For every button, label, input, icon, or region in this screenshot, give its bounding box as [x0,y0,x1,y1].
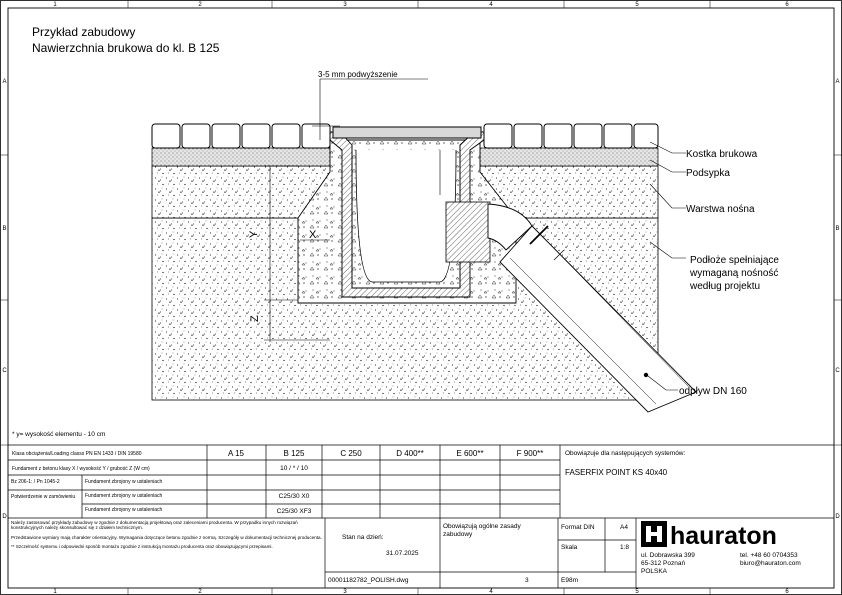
label-subgrade-1: Podłoże spełniające [690,255,779,266]
row-label-b-right: B [835,226,840,232]
label-base: Warstwa nośna [686,204,755,215]
footer-notes [11,520,323,586]
grating [333,127,481,138]
table-r5-label: Fundament zbrojony w ustaleniach [85,507,163,513]
table-r3-label: Fundament zbrojony w ustaleniach [85,479,163,485]
note-2: Przedstawione wymiary mają charakter orientacyjny. Wymagania dotyczące betonu zgodnie z normą. Szczegóły w dokumentacji technicznej producenta. [11,534,322,540]
footnote-height: * y= wysokość elementu - 10 cm [12,431,106,438]
brand-name: hauraton [670,522,777,550]
system-name: FASERFIX POINT KS 40x40 [565,468,668,477]
address-1: ul. Dobrawska 399 [641,552,695,559]
scale-label: Skala [561,544,578,551]
col-label-3-bottom: 3 [343,589,347,595]
dim-y-label: Y [248,230,260,238]
label-paver: Kostka brukowa [686,149,758,160]
format-label: Format DIN [561,524,595,531]
col-label-2: 2 [198,2,202,8]
table-norm-label: Bz 206-1: / Pn 1045-2 [11,479,60,485]
col-label-1: 1 [53,2,57,8]
row-label-a-right: A [835,79,840,85]
dim-z-label: Z [249,315,261,322]
title-line-1: Przykład zabudowy [32,25,136,39]
class-b125: B 125 [283,449,305,458]
col-label-2-bottom: 2 [198,589,202,595]
address-3: POLSKA [641,568,668,575]
state-date: 31.07.2025 [386,550,419,557]
col-label-4-bottom: 4 [489,589,493,595]
address-2: 65-312 Poznań [641,560,686,567]
label-subgrade-3: według projektu [690,281,761,292]
general-rules-2: zabudowy [443,531,473,538]
hauraton-logo-icon [641,521,667,547]
col-label-6: 6 [785,2,789,8]
row-label-d: D [2,514,7,520]
row-label-a: A [2,79,7,85]
row-label-b: B [2,226,7,232]
concrete-x0: C25/30 X0 [278,493,310,500]
raise-label: 3-5 mm podwyższenie [318,70,398,79]
dim-x-label: X [309,229,317,241]
table-confirm-label: Potwierdzenie w zamówieniu [11,494,76,500]
drawing-code: E98m [561,577,578,584]
class-c250: C 250 [340,449,362,458]
col-label-5: 5 [635,2,639,8]
class-d400: D 400** [396,449,424,458]
note-1: Należy zastosować przykłady zabudowy w zgodnie z dokumentacją projektową oraz zaleceniami producenta. W przypadku innych rozwiązań konstrukcyjnych należy skonsultować się z działem technicznym. [11,520,298,531]
label-subgrade-2: wymaganą nośność [690,268,779,279]
phone: tel. +48 60 0704353 [740,552,798,559]
col-label-3: 3 [343,2,347,8]
label-bedding: Podsypka [686,168,730,179]
drain-basin [356,150,456,282]
row-label-c-right: C [835,368,840,374]
table-foundation-label: Fundament z betonu klasy X / wysokość Y / grubość Z (W cm) [12,466,150,472]
table-r4-label: Fundament zbrojony w ustaleniach [85,493,163,499]
table-class-label: Klasa obciążenia/Loading classs PN EN 1433 / DIN 19580 [12,451,142,457]
concrete-xf3: C25/30 XF3 [276,508,312,515]
file-name: 00001182782_POLISH.dwg [328,577,409,584]
class-a15: A 15 [227,449,245,458]
format-value: A4 [620,524,628,531]
row-label-c: C [2,368,7,374]
col-label-4: 4 [489,2,493,8]
label-outlet: odpływ DN 160 [679,386,747,397]
general-rules-1: Obowiązują ogólne zasady [443,523,521,530]
row-label-d-right: D [835,514,840,520]
note-3: ** Szczelność systemu i odpowiedni sposób montażu zgodnie z instrukcją montażu producenta oraz obowiązującymi przepisami. [11,544,273,550]
sheet-number: 3 [525,577,529,584]
class-f900: F 900** [516,449,544,458]
email: biuro@hauraton.com [740,560,801,567]
state-label: Stan na dzień: [342,534,384,541]
class-e600: E 600** [456,449,484,458]
systems-label: Obowiązuje dla następujących systemów: [565,450,686,457]
col-label-5-bottom: 5 [635,589,639,595]
col-label-6-bottom: 6 [785,589,789,595]
scale-value: 1:8 [620,544,630,551]
foundation-b125: 10 / * / 10 [280,465,308,472]
title-line-2: Nawierzchnia brukowa do kl. B 125 [32,41,220,55]
col-label-1-bottom: 1 [53,589,57,595]
